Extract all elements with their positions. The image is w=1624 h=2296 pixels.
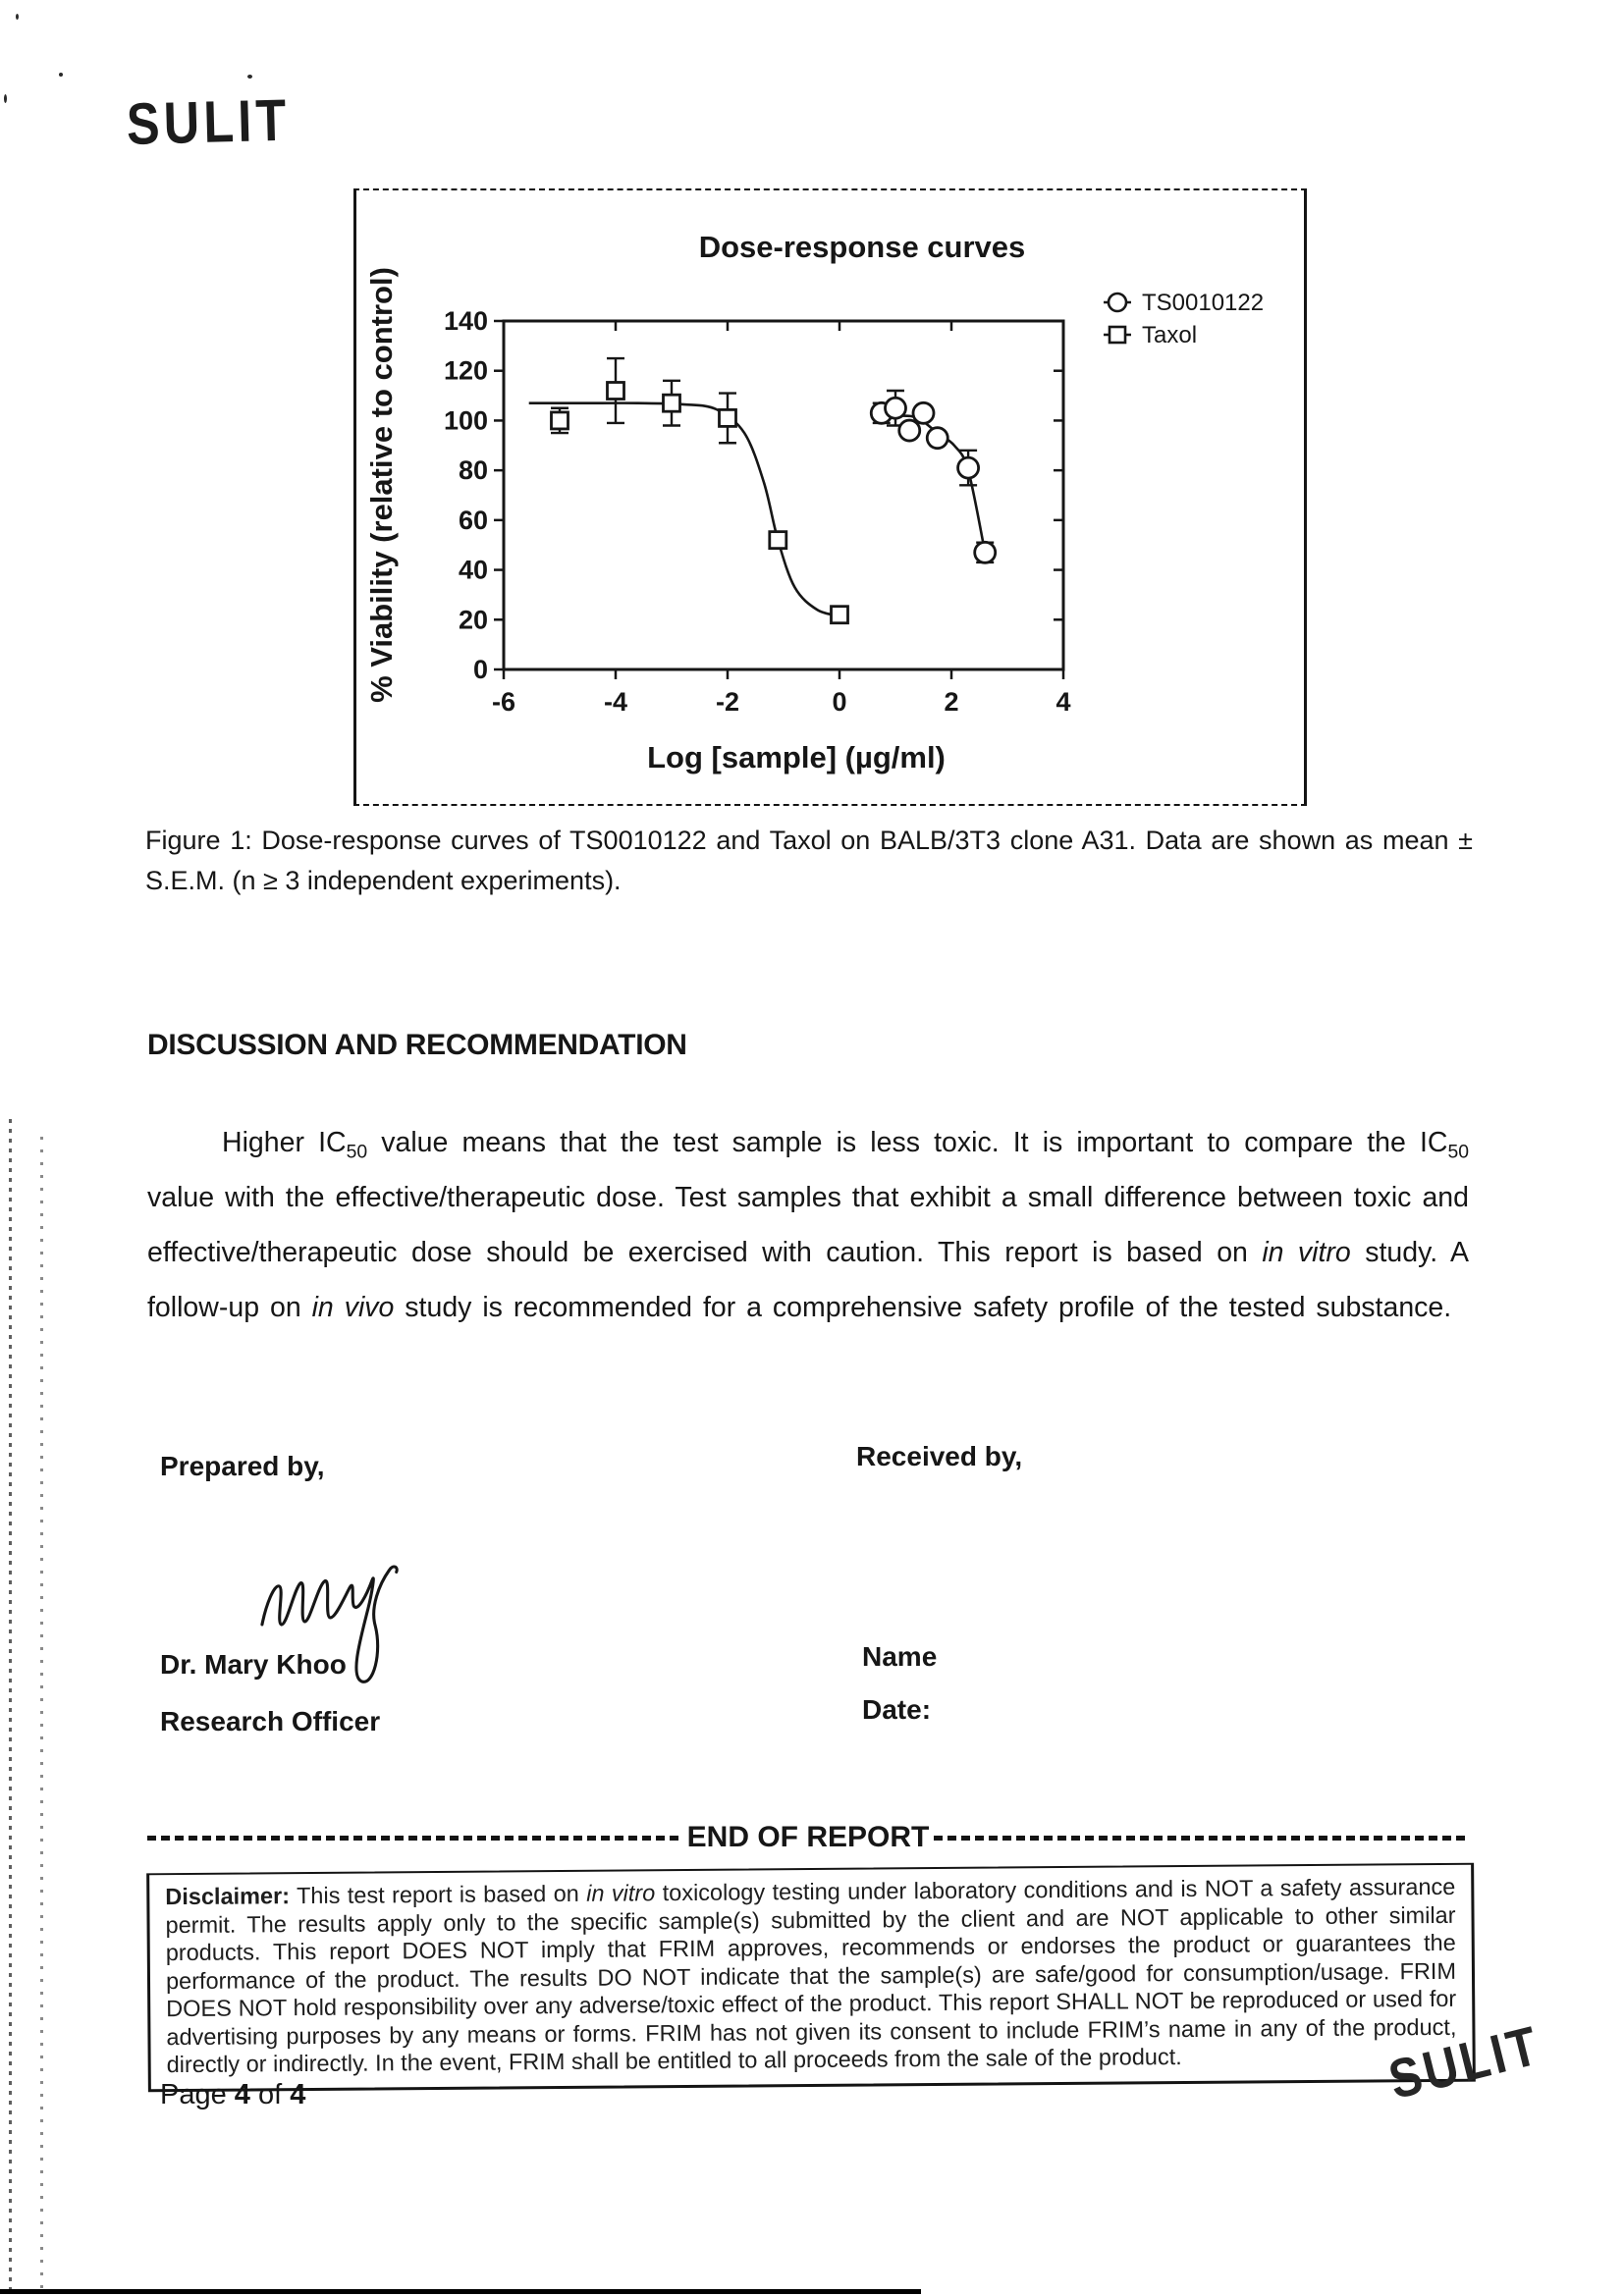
data-point-square <box>720 409 736 426</box>
svg-text:140: 140 <box>443 306 488 336</box>
svg-text:100: 100 <box>443 405 488 436</box>
preparer-name: Dr. Mary Khoo <box>160 1649 347 1680</box>
page-number: Page 4 of 4 <box>160 2079 306 2110</box>
data-point-circle <box>975 542 996 562</box>
data-point-circle <box>886 398 906 418</box>
svg-text:-6: -6 <box>491 687 516 717</box>
sulit-stamp-bottom: SULIT <box>1382 2013 1547 2111</box>
svg-text:60: 60 <box>458 505 488 535</box>
series-TS0010122 <box>871 391 995 562</box>
eor-dash-left <box>147 1836 682 1841</box>
sulit-stamp-top: SULIT <box>126 86 292 157</box>
prepared-by-label: Prepared by, <box>160 1451 325 1481</box>
dose-response-chart <box>356 190 1298 799</box>
scan-edge-bar <box>0 2289 921 2294</box>
chart-title: Dose-response curves <box>698 230 1026 264</box>
svg-text:80: 80 <box>458 455 488 486</box>
svg-text:-4: -4 <box>603 687 628 717</box>
data-point-square <box>552 412 568 429</box>
received-name-label: Name <box>862 1641 938 1672</box>
data-point-circle <box>927 428 947 449</box>
svg-text:2: 2 <box>944 687 959 717</box>
chart-legend <box>1104 290 1264 348</box>
data-point-square <box>608 383 624 400</box>
svg-text:40: 40 <box>458 555 488 585</box>
received-by-label: Received by, <box>856 1441 1023 1471</box>
scan-artifact-line <box>40 1137 43 2293</box>
chart-ylabel: % Viability (relative to control) <box>364 267 399 703</box>
legend-label: Taxol <box>1142 322 1198 348</box>
disclaimer-text: Disclaimer: This test report is based on in vitro toxicology testing under laboratory conditions and is NOT a safety assurance permit. The results apply only to the specific sample(s) submitted by the client and are NOT applicable to other similar products. This report DOES NOT imply that FRIM approves, recommends or endorses the product or guarantees the performance of the product. The results DO NOT indicate that the sample(s) are safe/good for consumption/usage. FRIM DOES NOT hold responsibility over any adverse/toxic effect of the product. This report SHALL NOT be reproduced or used for advertising purposes by any means or forms. FRIM has not given its consent to include FRIM’s name in any of the product, directly or indirectly. In the event, FRIM shall be entitled to all proceeds from the sale of the product. <box>165 1873 1457 2078</box>
scan-speck <box>16 14 19 20</box>
svg-text:4: 4 <box>1056 687 1071 717</box>
data-point-circle <box>899 420 920 441</box>
data-point-square <box>770 532 786 549</box>
data-point-square <box>832 607 848 623</box>
data-point-circle <box>913 402 934 423</box>
figure-1-box <box>353 188 1307 806</box>
series-Taxol <box>529 358 848 623</box>
chart-ticks <box>494 321 1063 679</box>
eor-dash-right <box>934 1836 1469 1841</box>
svg-text:20: 20 <box>458 605 488 635</box>
svg-text:-2: -2 <box>715 687 740 717</box>
data-point-square <box>664 395 680 411</box>
chart-xlabel: Log [sample] (µg/ml) <box>647 740 946 774</box>
disclaimer-box <box>146 1863 1476 2092</box>
scan-speck <box>4 94 7 103</box>
received-date-label: Date: <box>862 1694 932 1725</box>
scan-artifact-line <box>9 1119 12 2292</box>
legend-label: TS0010122 <box>1142 290 1265 316</box>
scan-speck <box>247 75 252 79</box>
preparer-title: Research Officer <box>160 1706 381 1736</box>
end-of-report-label: END OF REPORT <box>686 1821 930 1853</box>
discussion-paragraph: Higher $IC_{50}$ value means that the test sample is less toxic. It is important to compare the $IC_{50}$ value with the effective/therapeutic dose. Test samples that exhibit a small difference between toxic and effective/therapeutic dose should be exercised with caution. This report is based on in vitro study. A follow-up on in vivo study is recommended for a comprehensive safety profile of the tested substance. <box>147 1127 1469 1323</box>
data-point-circle <box>958 457 979 478</box>
svg-text:0: 0 <box>832 687 847 717</box>
end-of-report-divider <box>147 1820 1469 1855</box>
svg-text:120: 120 <box>443 355 488 386</box>
svg-text:0: 0 <box>472 655 488 684</box>
discussion-heading: DISCUSSION AND RECOMMENDATION <box>147 1029 687 1061</box>
chart-axes <box>504 321 1063 669</box>
scan-speck <box>59 73 63 77</box>
figure-caption: Figure 1: Dose-response curves of TS0010122 and Taxol on BALB/3T3 clone A31. Data are shown as mean ± S.E.M. (n ≥ 3 independent experiments). <box>145 826 1473 895</box>
